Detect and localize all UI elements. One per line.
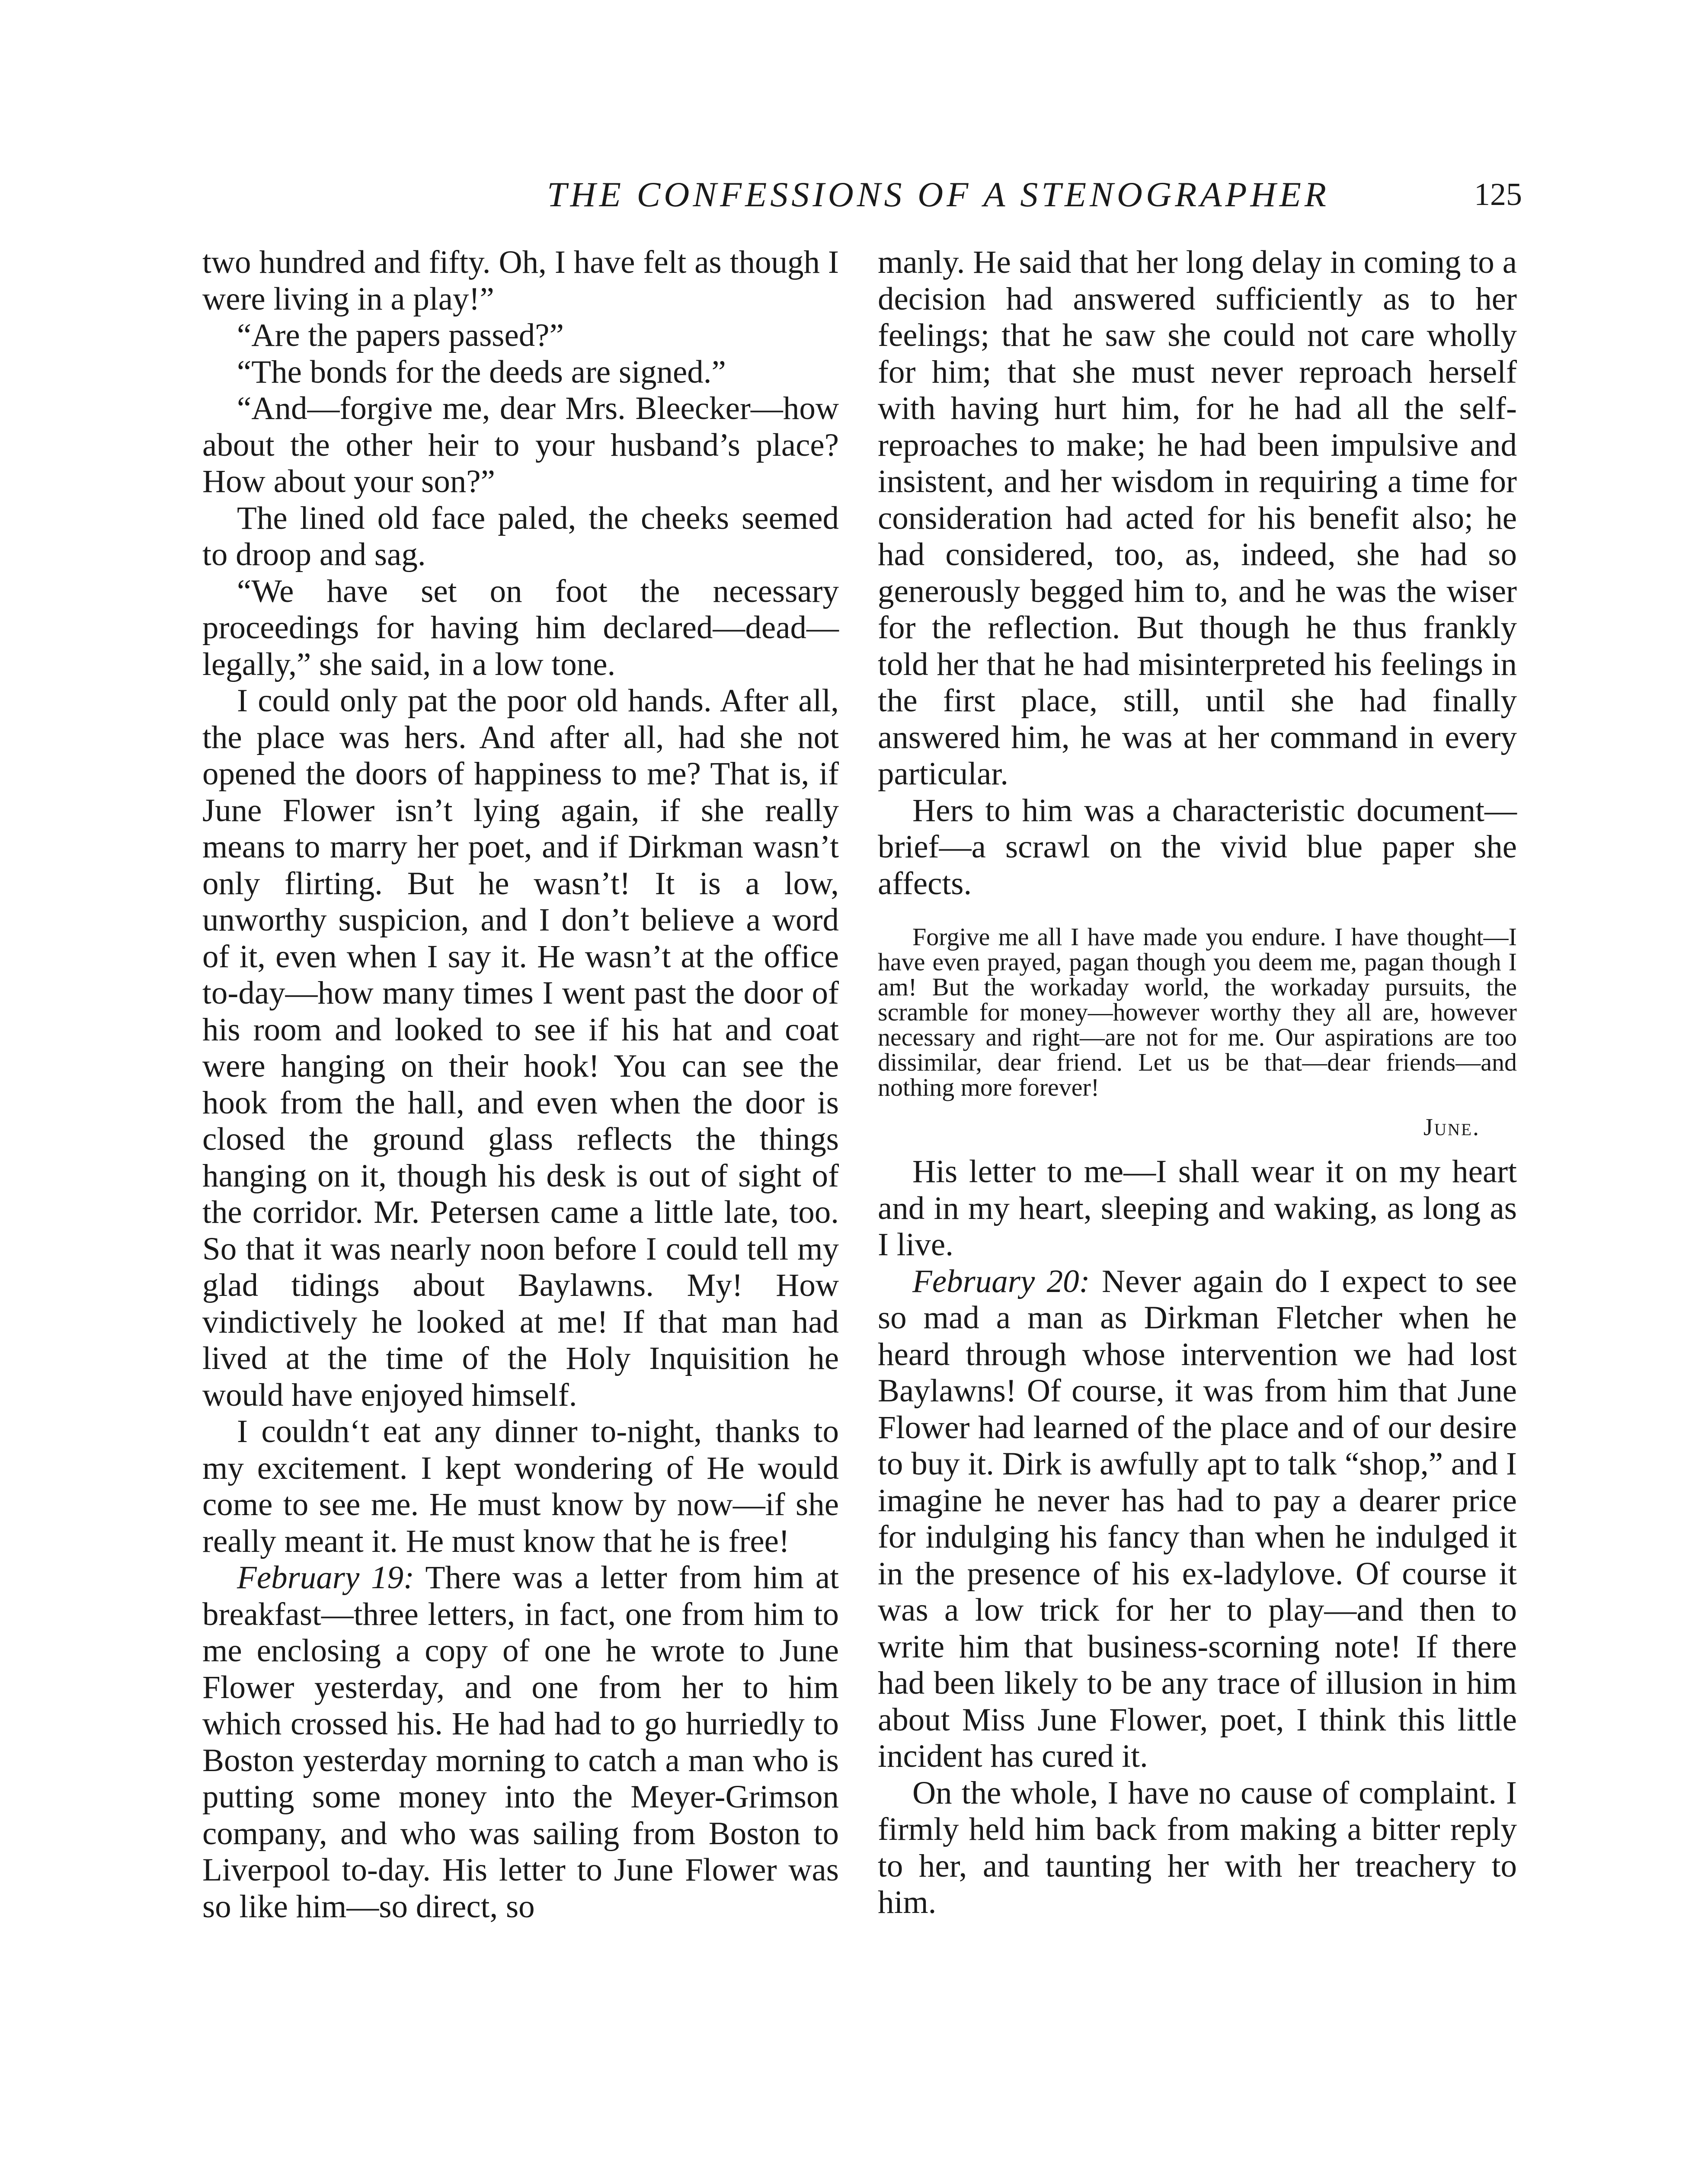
entry-text: Never again do I expect to see so mad a man as Dirkman Fletcher when he heard through whose intervention we had lost Baylawns! Of course, it was from him that June Flower had learned of the place and of our desire to buy it. Dirk is awfully apt to talk “shop,” and I imagine he never has had to pay a dearer price for indulging his fancy than when he indulged it in the presence of his ex-ladylove. Of course it was a low trick for her to play—and then to write him that business-scorning note! If there had been likely to be any trace of illusion in him about Miss June Flower, poet, I think this little incident has cured it. <box>878 1263 1517 1774</box>
diary-entry-feb-20 <box>878 1263 1517 1775</box>
paragraph: “We have set on foot the necessary proceedings for having him declared—dead—legally,” she said, in a low tone. <box>202 573 839 682</box>
right-column <box>878 244 1517 1921</box>
paragraph: two hundred and fifty. Oh, I have felt as though I were living in a play!” <box>202 244 839 317</box>
entry-text: There was a letter from him at breakfast—three letters, in fact, one from him to me enclosing a copy of one he wrote to June Flower yesterday, and one from her to him which crossed his. He had had to go hurriedly to Boston yesterday morning to catch a man who is putting some money into the Meyer-Grimson company, and who was sailing from Boston to Liverpool to-day. His letter to June Flower was so like him—so direct, so <box>202 1560 839 1925</box>
paragraph: Hers to him was a characteristic document—brief—a scrawl on the vivid blue paper she affects. <box>878 792 1517 902</box>
entry-date: February 19: <box>237 1560 415 1596</box>
paragraph: “Are the papers passed?” <box>237 317 564 353</box>
page-number: 125 <box>1474 177 1522 212</box>
running-title: THE CONFESSIONS OF A STENOGRAPHER <box>547 175 1330 214</box>
paragraph: The lined old face paled, the cheeks seemed to droop and sag. <box>202 500 839 572</box>
paragraph: On the whole, I have no cause of complaint. I firmly held him back from making a bitter reply to her, and taunting her with her treachery to him. <box>878 1775 1517 1920</box>
paragraph: “And—forgive me, dear Mrs. Bleecker—how about the other heir to your husband’s place? How about your son?” <box>202 390 839 499</box>
paragraph: “The bonds for the deeds are signed.” <box>237 354 726 390</box>
paragraph: I could only pat the poor old hands. After all, the place was hers. And after all, had she not opened the doors of happiness to me? That is, if June Flower isn’t lying again, if she really means to marry her poet, and if Dirkman wasn’t only flirting. But he wasn’t! It is a low, unworthy suspicion, and I don’t believe a word of it, even when I say it. He wasn’t at the office to-day—how many times I went past the door of his room and looked to see if his hat and coat were hanging on their hook! You can see the hook from the hall, and even when the door is closed the ground glass reflects the things hanging on it, though his desk is out of sight of the corridor. Mr. Petersen came a little late, too. So that it was nearly noon before I could tell my glad tidings about Baylawns. My! How vindictively he looked at me! If that man had lived at the time of the Holy Inquisition he would have enjoyed himself. <box>202 683 839 1413</box>
paragraph: manly. He said that her long delay in coming to a decision had answered sufficiently as to her feelings; that he saw she could not care wholly for him; that she must never reproach herself with having hurt him, for he had all the self-reproaches to make; he had been impulsive and insistent, and her wisdom in requiring a time for consideration had acted for his benefit also; he had considered, too, as, indeed, she had so generously begged him to, and he was the wiser for the reflection. But though he thus frankly told her that he had misinterpreted his feelings in the first place, still, until she had finally answered him, he was at her command in every particular. <box>878 244 1517 792</box>
page-header <box>199 171 1522 218</box>
diary-entry-feb-19 <box>202 1560 839 1925</box>
entry-date: February 20: <box>912 1263 1090 1299</box>
letter-signature: June. <box>1423 1114 1480 1141</box>
paragraph: I couldn‘t eat any dinner to-night, thanks to my excitement. I kept wondering of He would come to see me. He must know by now—if she really meant it. He must know that he is free! <box>202 1414 839 1559</box>
paragraph: His letter to me—I shall wear it on my heart and in my heart, sleeping and waking, as long as I live. <box>878 1154 1517 1263</box>
quoted-letter: Forgive me all I have made you endure. I have thought—I have even prayed, pagan though you deem me, pagan though I am! But the workaday world, the workaday pursuits, the scramble for money—however worthy they all are, however necessary and right—are not for me. Our aspirations are too dissimilar, dear friend. Let us be that—dear friends—and nothing more forever! <box>878 923 1517 1101</box>
left-column <box>202 244 839 1925</box>
